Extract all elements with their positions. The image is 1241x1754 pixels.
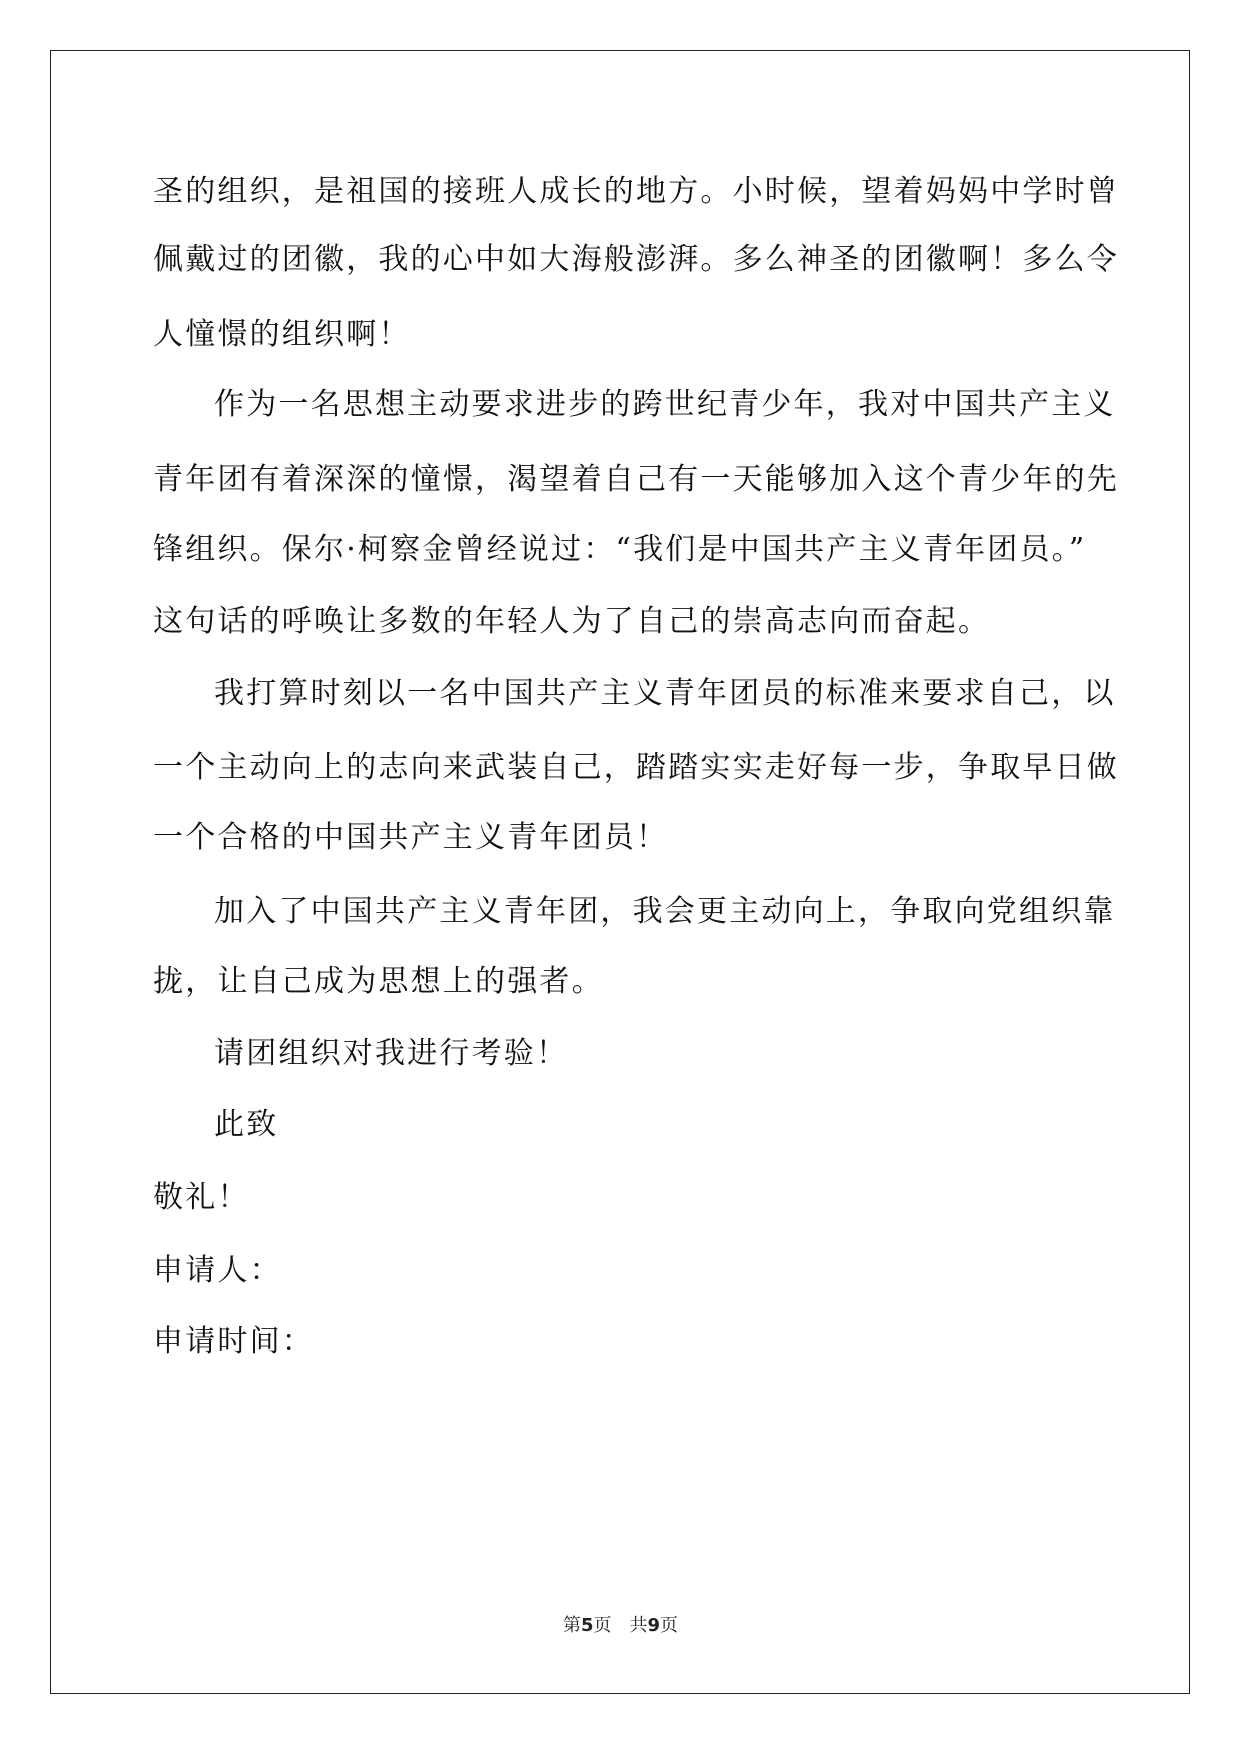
application-date-label: 申请时间： <box>153 1324 314 1359</box>
footer-total-pages: 9 <box>647 1615 661 1636</box>
body-line-6: 锋组织。保尔·柯察金曾经说过：“我们是中国共产主义青年团员。” <box>153 532 1087 567</box>
footer-middle: 页 共 <box>593 1615 648 1636</box>
body-line-7: 这句话的呼唤让多数的年轻人为了自己的崇高志向而奋起。 <box>153 604 991 639</box>
body-line-1: 圣的组织，是祖国的接班人成长的地方。小时候，望着妈妈中学时曾 <box>153 174 1119 209</box>
footer-prefix: 第 <box>562 1615 581 1636</box>
body-line-3: 人憧憬的组织啊！ <box>153 317 411 352</box>
page-border <box>50 50 1190 1694</box>
closing-line: 敬礼！ <box>153 1180 250 1215</box>
body-line-12: 拢，让自己成为思想上的强者。 <box>153 964 604 999</box>
applicant-label: 申请人： <box>153 1253 282 1288</box>
body-line-2: 佩戴过的团徽，我的心中如大海般澎湃。多么神圣的团徽啊！多么令 <box>153 242 1119 277</box>
body-line-9: 一个主动向上的志向来武装自己，踏踏实实走好每一步，争取早日做 <box>153 750 1119 785</box>
body-line-5: 青年团有着深深的憧憬，渴望着自己有一天能够加入这个青少年的先 <box>153 462 1119 497</box>
body-line-4: 作为一名思想主动要求进步的跨世纪青少年，我对中国共产主义 <box>214 387 1116 422</box>
page-footer <box>0 1614 1241 1638</box>
footer-suffix: 页 <box>660 1615 679 1636</box>
salutation-line: 此致 <box>214 1107 279 1142</box>
footer-page-number: 5 <box>580 1615 594 1636</box>
body-line-11: 加入了中国共产主义青年团，我会更主动向上，争取向党组织靠 <box>214 894 1116 929</box>
body-line-13: 请团组织对我进行考验！ <box>214 1036 569 1071</box>
body-line-10: 一个合格的中国共产主义青年团员！ <box>153 820 669 855</box>
body-line-8: 我打算时刻以一名中国共产主义青年团员的标准来要求自己，以 <box>214 676 1116 711</box>
